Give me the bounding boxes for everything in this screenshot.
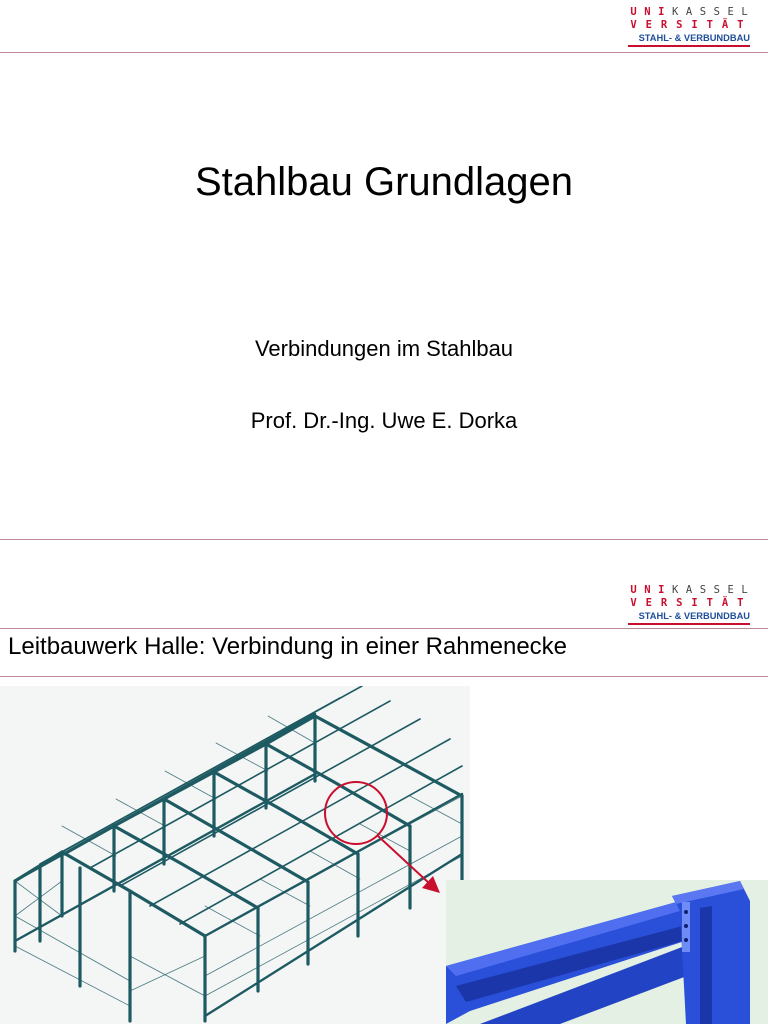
logo-letter: A bbox=[685, 6, 693, 18]
slide-bottom-border bbox=[0, 539, 768, 540]
logo-letter: T bbox=[737, 19, 744, 31]
logo-line-2 bbox=[628, 19, 750, 32]
logo-letter: R bbox=[660, 597, 668, 609]
logo-letter: I bbox=[691, 597, 698, 609]
slide-author: Prof. Dr.-Ing. Uwe E. Dorka bbox=[250, 408, 518, 433]
logo-letter: T bbox=[706, 597, 713, 609]
logo-letter: L bbox=[741, 584, 748, 596]
header-divider bbox=[0, 52, 768, 53]
logo-letter: S bbox=[676, 597, 683, 609]
logo-letter: I bbox=[691, 19, 698, 31]
logo-letter: U bbox=[630, 584, 637, 596]
logo-letter: S bbox=[699, 584, 707, 596]
slide-title: Stahlbau Grundlagen bbox=[194, 160, 574, 204]
slide-title: Leitbauwerk Halle: Verbindung in einer Rahmenecke bbox=[8, 633, 568, 660]
logo-letter: T bbox=[737, 597, 744, 609]
logo-letter: K bbox=[671, 6, 679, 18]
frame-corner-detail bbox=[446, 880, 768, 1024]
logo-line-2 bbox=[628, 597, 750, 610]
logo-line-1 bbox=[628, 6, 750, 19]
logo-letter: A bbox=[685, 584, 693, 596]
logo-letter: K bbox=[671, 584, 679, 596]
bolt bbox=[684, 924, 688, 928]
logo-letter: E bbox=[727, 584, 734, 596]
slide-subtitle: Verbindungen im Stahlbau bbox=[254, 336, 514, 361]
logo-letter: T bbox=[706, 19, 713, 31]
column-web bbox=[700, 906, 712, 1024]
header-divider bbox=[0, 628, 768, 629]
logo-department: STAHL- & VERBUNDBAU bbox=[638, 611, 750, 621]
logo-letter: V bbox=[630, 19, 637, 31]
steel-hall-figure bbox=[0, 686, 768, 1024]
bolt bbox=[684, 938, 688, 942]
logo-letter: L bbox=[741, 6, 748, 18]
logo-department: STAHL- & VERBUNDBAU bbox=[638, 33, 750, 43]
title-divider bbox=[0, 676, 768, 677]
logo-letter: N bbox=[644, 584, 651, 596]
university-logo bbox=[628, 584, 750, 625]
logo-letter: E bbox=[645, 597, 652, 609]
logo-letter: E bbox=[645, 19, 652, 31]
logo-letter: U bbox=[630, 6, 637, 18]
logo-letter: I bbox=[658, 584, 665, 596]
logo-letter: S bbox=[713, 6, 720, 18]
logo-letter: N bbox=[644, 6, 651, 18]
logo-letter: E bbox=[727, 6, 734, 18]
logo-letter: Ä bbox=[721, 597, 729, 609]
logo-letter: S bbox=[699, 6, 707, 18]
logo-letter: I bbox=[658, 6, 665, 18]
logo-letter: V bbox=[630, 597, 637, 609]
logo-letter: S bbox=[713, 584, 720, 596]
logo-underline bbox=[628, 623, 750, 625]
logo-line-1 bbox=[628, 584, 750, 597]
content-slide bbox=[0, 542, 768, 1024]
logo-letter: Ä bbox=[721, 19, 729, 31]
logo-letter: S bbox=[676, 19, 683, 31]
logo-letter: R bbox=[660, 19, 668, 31]
bolt bbox=[684, 910, 688, 914]
university-logo bbox=[628, 6, 750, 47]
logo-underline bbox=[628, 45, 750, 47]
